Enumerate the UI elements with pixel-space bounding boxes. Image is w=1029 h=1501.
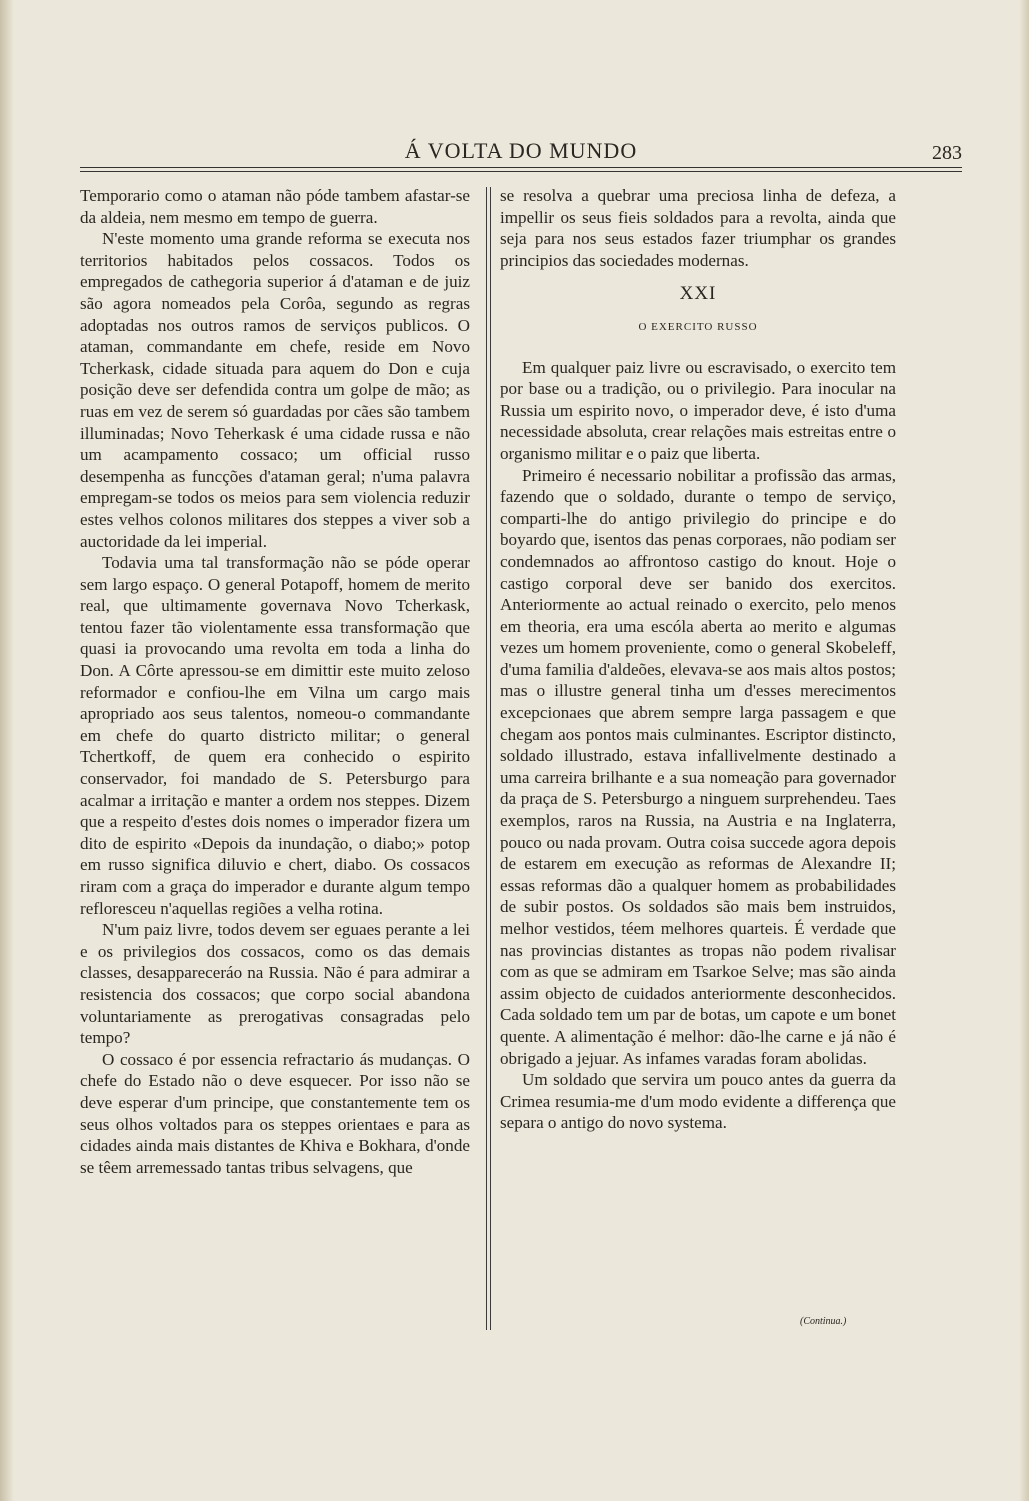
page-edge-shadow-right [1019,0,1029,1501]
paragraph: Um soldado que servira um pouco antes da guerra da Crimea resumia-me d'um modo evidente a differença que separa o antigo do novo systema. [500,1070,896,1133]
paragraph: O cossaco é por essencia refractario ás mudanças. O chefe do Estado não o deve esquecer. Por isso não se deve esperar d'um principe, que constantemente tem os seus olhos voltados para os steppes orientaes e para as cidades ainda mais distantes de Khiva e Bokhara, d'onde se têem arremessado tantas tribus selvagens, que [80,1049,470,1177]
paragraph: N'um paiz livre, todos devem ser eguaes perante a lei e os privilegios dos cossacos, como os das demais classes, desappareceráo na Russia. Não é para admirar a resistencia dos cossacos; que corpo social abandona voluntariamente as prerogativas consagradas pelo tempo? [80,920,470,1048]
column-divider [490,187,491,1330]
paragraph: Temporario como o ataman não póde tambem afastar-se da aldeia, nem mesmo em tempo de guerra. [80,186,470,227]
paragraph: Todavia uma tal transformação não se póde operar sem largo espaço. O general Potapoff, homem de merito real, que ultimamente governava Novo Tcherkask, tentou fazer tão violentamente essa transformação que quasi ia provocando uma revolta em toda a linha do Don. A Côrte apressou-se em dimittir este muito zeloso reformador e confiou-lhe em Vilna um cargo mais apropriado aos seus talentos, nomeou-o commandante em chefe do quarto districto militar; o general Tchertkoff, de quem era conhecido o espirito conservador, foi mandado de S. Petersburgo para acalmar a irritação e manter a ordem nos steppes. Dizem que a respeito d'estes dois nomes o imperador fizera um dito de espirito «Depois da inundação, o diabo;» potop em russo significa diluvio e chert, diabo. Os cossacos riram com a graça do imperador e durante algum tempo refloresceu n'aquellas regiões a velha rotina. [80,553,470,918]
paragraph: N'este momento uma grande reforma se executa nos territorios habitados pelos cossacos. Todos os empregados de cathegoria superior á d'ataman e de juiz são agora nomeados pela Corôa, segundo as regras adoptadas nos outros ramos de serviços publicos. O ataman, commandante em chefe, reside em Novo Tcherkask, cidade situada para aquem do Don e cuja posição deve ser defendida contra um golpe de mão; as ruas em vez de serem só guardadas por cães são tambem illuminadas; Novo Teherkask é uma cidade russa e não um acampamento cossaco; um official russo desempenha as funcções d'ataman geral; n'uma palavra empregam-se todos os meios para sem violencia reduzir estes velhos colonos militares dos steppes a viver sob a auctoridade da lei imperial. [80,229,470,551]
chapter-number: XXI [679,283,717,305]
page-number: 283 [932,142,962,164]
left-column [80,185,470,1178]
page-edge-shadow-left [0,0,14,1501]
header-rule-thin [80,171,962,172]
chapter-subheading: O EXERCITO RUSSO [638,320,758,333]
running-header [80,138,962,164]
paragraph: se resolva a quebrar uma preciosa linha de defeza, a impellir os seus fieis soldados para a revolta, ainda que seja para nos seus estados fazer triumphar os grandes principios das sociedades modernas. [500,186,896,270]
column-divider [486,187,487,1330]
continued-note: (Continua.) [800,1316,847,1327]
header-rule-thick [80,167,962,168]
paragraph: Primeiro é necessario nobilitar a profissão das armas, fazendo que o soldado, durante o tempo de serviço, comparti-lhe do antigo privilegio do principe e do boyardo que, isentos das penas corporaes, não podiam ser condemnados ao affrontoso castigo do knout. Hoje o castigo corporal deve ser banido dos exercitos. Anteriormente ao actual reinado o exercito, pelo menos em theoria, era uma escóla aberta ao merito e algumas vezes um homem proveniente, como o general Skobeleff, d'uma familia d'aldeões, elevava-se aos mais altos postos; mas o illustre general tinha um d'esses merecimentos excepcionaes que abrem sempre larga passagem e que chegam aos pontos mais culminantes. Escriptor distincto, soldado illustrado, estava infallivelmente destinado a uma carreira brilhante e a sua nomeação para governador da praça de S. Petersburgo a ninguem surprehendeu. Taes exemplos, raros na Russia, na Austria e na Inglaterra, pouco ou nada provam. Outra coisa succede agora depois de estarem em execução as reformas de Alexandre II; essas reformas dão a qualquer homem as probabilidades de subir postos. Os soldados são mais bem instruidos, melhor vestidos, téem melhores quarteis. É verdade que nas provincias distantes as tropas não podem rivalisar com as que se admiram em Tsarkoe Selve; mas são ainda assim objecto de cuidados anteriormente desconhecidos. Cada soldado tem um par de botas, um capote e um bonet quente. A alimentação é melhor: dão-lhe carne e já não é obrigado a jejuar. As infames varadas foram abolidas. [500,465,896,1068]
paragraph: Em qualquer paiz livre ou escravisado, o exercito tem por base ou a tradição, ou o privilegio. Para inocular na Russia um espirito novo, o imperador deve, é isto d'uma necessidade absoluta, crear relações mais estreitas entre o organismo militar e o paiz que liberta. [500,357,896,463]
journal-title: Á VOLTA DO MUNDO [404,138,638,163]
right-column [500,185,896,1134]
